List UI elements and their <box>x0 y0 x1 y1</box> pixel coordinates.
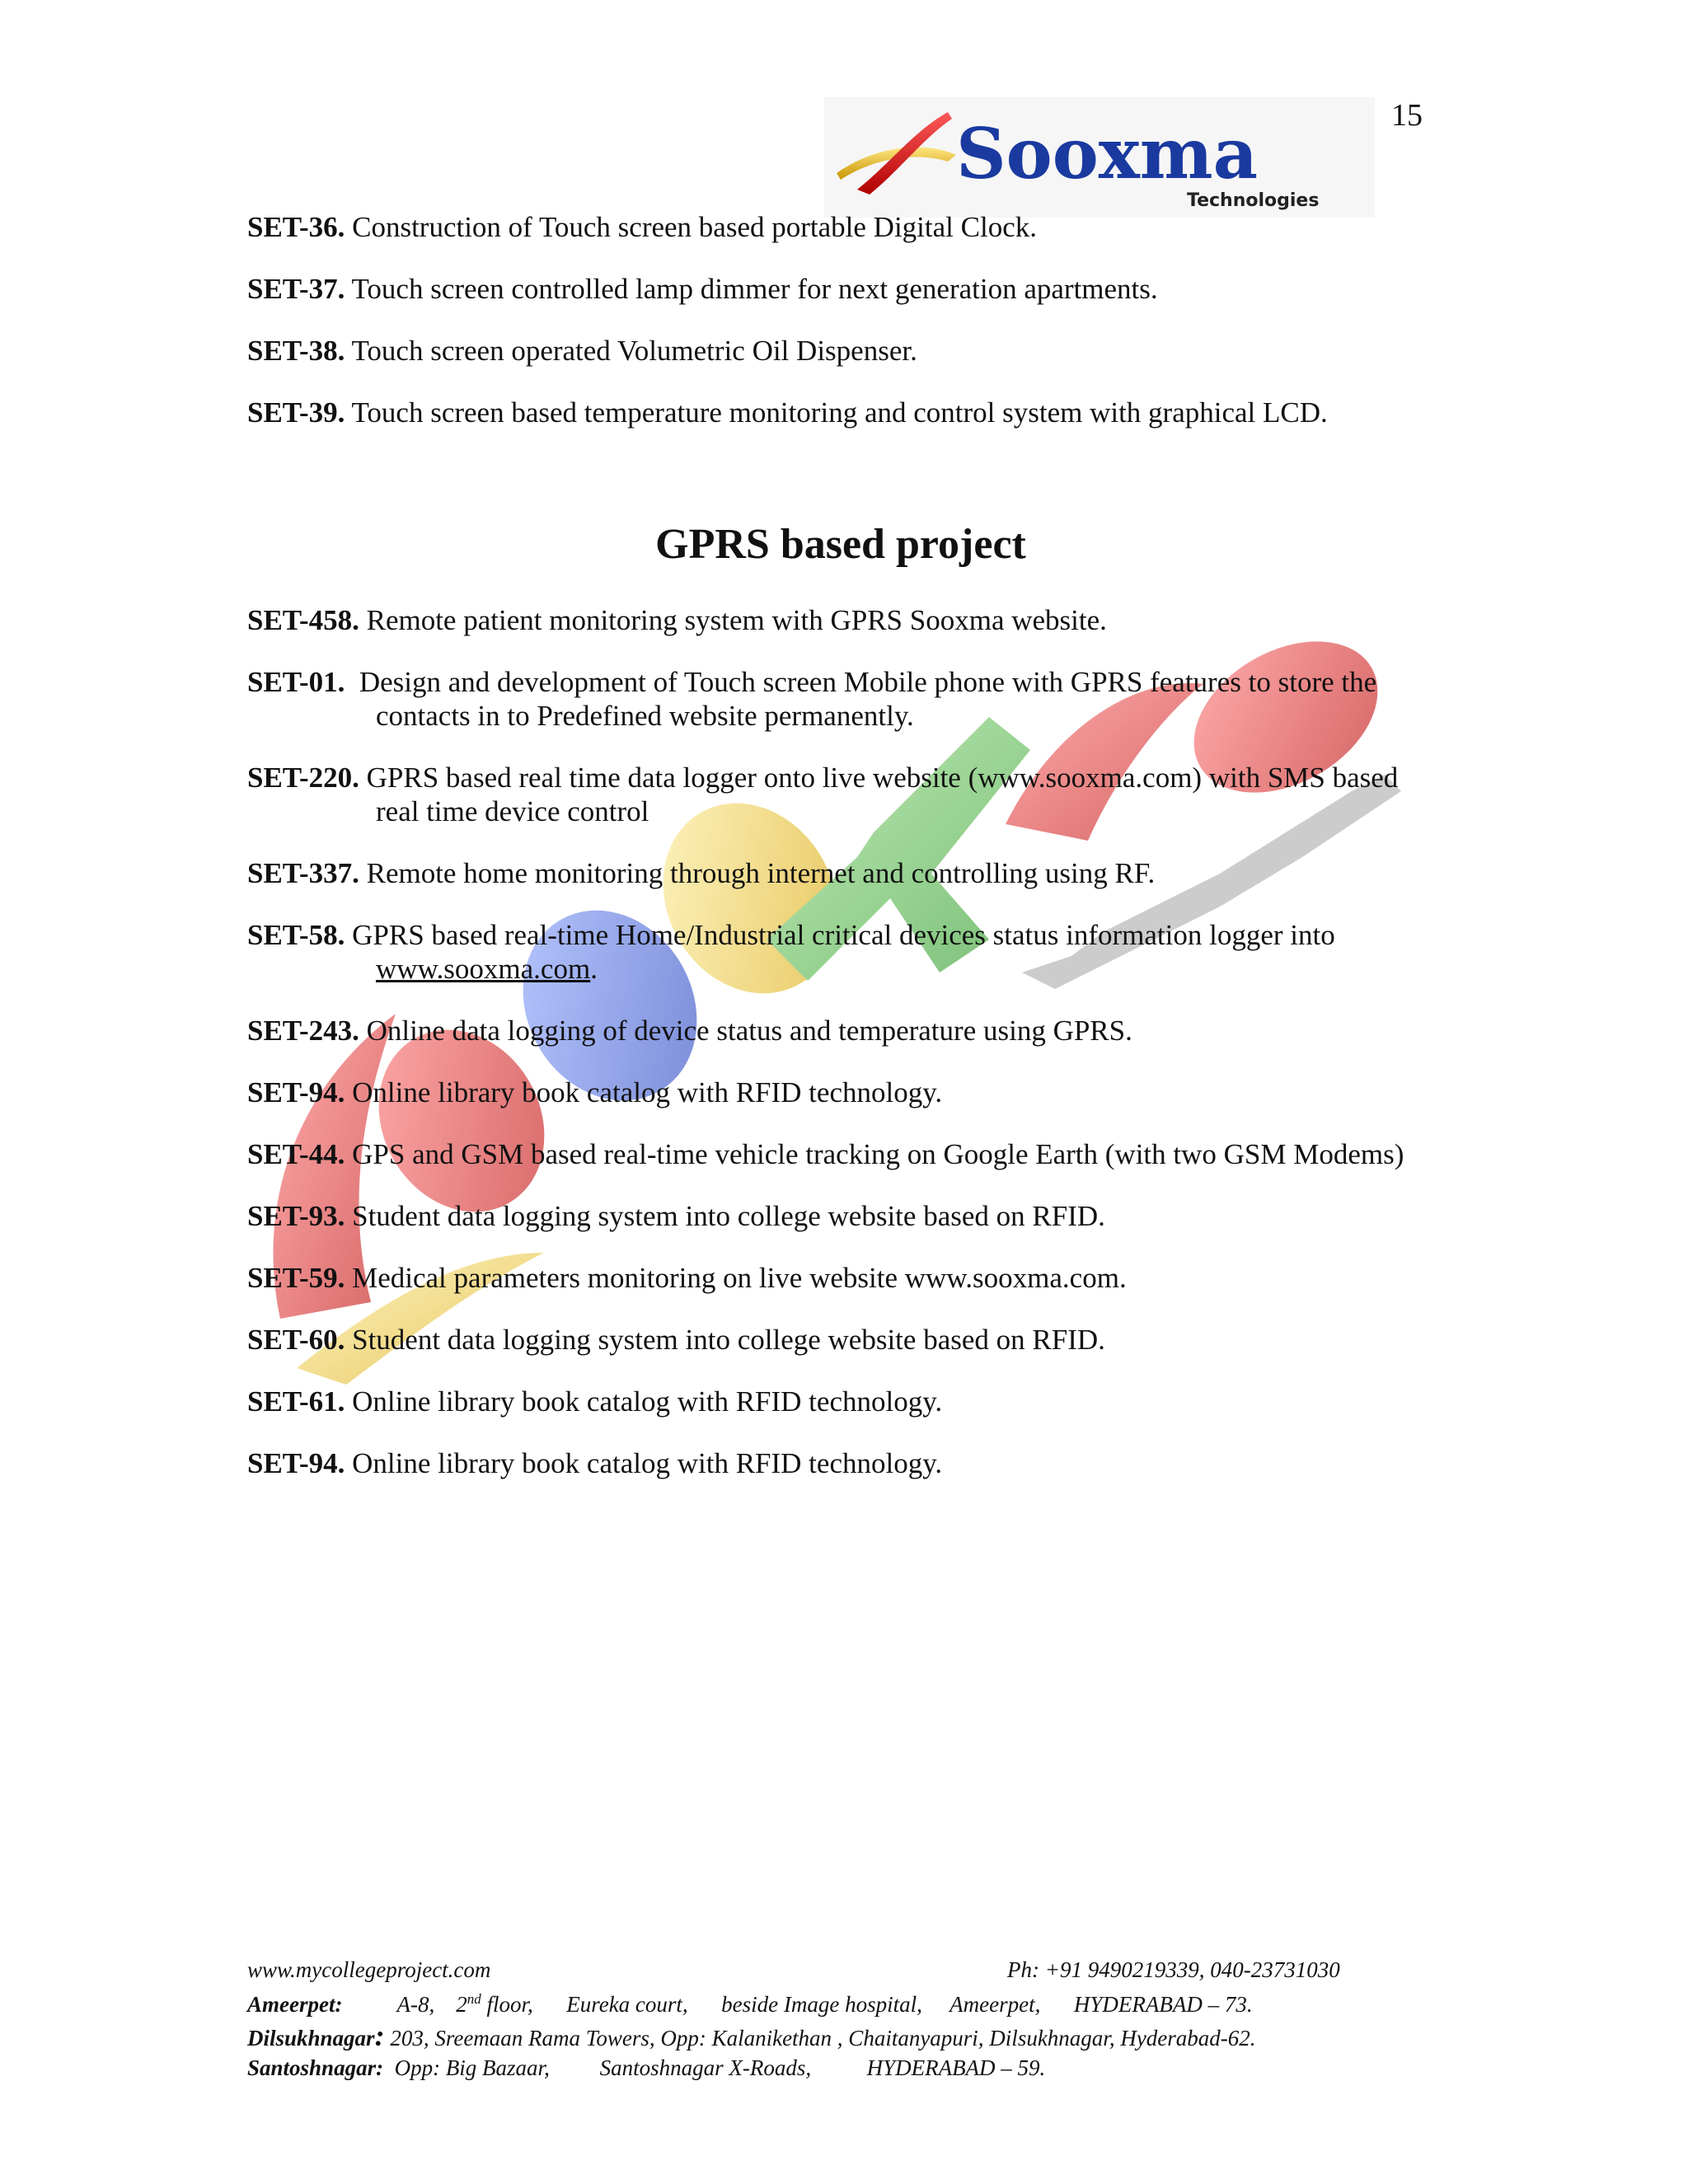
footer-row-ameerpet <box>247 1985 1401 2019</box>
footer <box>247 1955 1401 2083</box>
footer-dilsukhnagar-addr: 203, Sreemaan Rama Towers, Opp: Kalanikethan , Chaitanyapuri, Dilsukhnagar, Hyderabad-62. <box>384 2026 1256 2050</box>
project-description: Student data logging system into college website based on RFID. <box>345 1200 1105 1232</box>
project-description: Construction of Touch screen based portable Digital Clock. <box>345 211 1037 243</box>
project-description: Remote home monitoring through internet and controlling using RF. <box>359 857 1156 889</box>
footer-santoshnagar-label: Santoshnagar: <box>247 2055 384 2080</box>
project-description: Touch screen based temperature monitoring and control system with graphical LCD. <box>345 396 1328 429</box>
project-item <box>247 272 1418 306</box>
trailing-punctuation: . <box>590 953 598 985</box>
project-item <box>247 1323 1418 1357</box>
project-description: Online library book catalog with RFID technology. <box>345 1076 943 1108</box>
project-code: SET-60. <box>247 1324 345 1356</box>
touch-screen-project-list <box>247 210 1418 429</box>
gprs-project-list <box>247 603 1418 1480</box>
project-code: SET-38. <box>247 335 345 367</box>
project-code: SET-58. <box>247 919 345 951</box>
project-item <box>247 1199 1418 1233</box>
footer-ameerpet-addr-b: floor, Eureka court, beside Image hospital, Ameerpet, HYDERABAD – 73. <box>481 1992 1253 2017</box>
footer-website[interactable]: www.mycollegeproject.com <box>247 1957 491 1982</box>
footer-phone: Ph: +91 9490219339, 040-23731030 <box>1007 1957 1340 1982</box>
footer-row-dilsukhnagar <box>247 2021 1401 2053</box>
project-description: Student data logging system into college website based on RFID. <box>345 1324 1105 1356</box>
project-description: Touch screen operated Volumetric Oil Dispenser. <box>345 335 917 367</box>
project-item <box>247 1446 1418 1480</box>
sooxma-logo <box>824 97 1375 218</box>
project-description: Online data logging of device status and temperature using GPRS. <box>359 1015 1132 1047</box>
project-item <box>247 1385 1418 1418</box>
footer-ameerpet-addr-a: A-8, <box>396 1992 435 2017</box>
project-code: SET-220. <box>247 762 359 794</box>
project-description: Touch screen controlled lamp dimmer for next generation apartments. <box>345 273 1158 305</box>
project-code: SET-458. <box>247 604 359 636</box>
project-item <box>247 396 1418 429</box>
footer-row-contact <box>247 1955 1401 1985</box>
project-code: SET-337. <box>247 857 359 889</box>
footer-santoshnagar-addr: Opp: Big Bazaar, Santoshnagar X-Roads, HYDERABAD – 59. <box>383 2055 1046 2080</box>
project-code: SET-94. <box>247 1076 345 1108</box>
project-item <box>247 1261 1418 1295</box>
project-description: Online library book catalog with RFID technology. <box>345 1447 943 1479</box>
footer-ameerpet-floor-sup: nd <box>467 1991 481 2007</box>
project-description: GPRS based real time data logger onto live website (www.sooxma.com) with SMS based real time device control <box>359 762 1406 827</box>
project-code: SET-243. <box>247 1015 359 1047</box>
project-description: Remote patient monitoring system with GPRS Sooxma website. <box>359 604 1107 636</box>
footer-ameerpet-floor: 2 <box>456 1992 467 2017</box>
project-code: SET-93. <box>247 1200 345 1232</box>
project-code: SET-37. <box>247 273 345 305</box>
content <box>247 210 1418 1508</box>
project-item <box>247 918 1418 986</box>
project-description: Design and development of Touch screen Mobile phone with GPRS features to store the contacts in to Predefined website permanently. <box>345 666 1384 732</box>
footer-ameerpet-label: Ameerpet: <box>247 1992 343 2017</box>
project-item <box>247 1076 1418 1109</box>
project-description: GPRS based real-time Home/Industrial critical devices status information logger into <box>345 919 1343 951</box>
logo-sub-text: Technologies <box>1187 190 1320 211</box>
logo-brand-text: Sooxma <box>956 113 1259 194</box>
project-item <box>247 603 1418 637</box>
project-code: SET-36. <box>247 211 345 243</box>
project-code: SET-39. <box>247 396 345 429</box>
project-item <box>247 1014 1418 1047</box>
footer-row-santoshnagar <box>247 2053 1401 2083</box>
project-code: SET-61. <box>247 1385 345 1418</box>
project-item <box>247 210 1418 244</box>
project-code: SET-01. <box>247 666 345 698</box>
project-description: Medical parameters monitoring on live website www.sooxma.com. <box>345 1262 1127 1294</box>
project-description: Online library book catalog with RFID technology. <box>345 1385 943 1418</box>
project-code: SET-44. <box>247 1138 345 1170</box>
project-description: GPS and GSM based real-time vehicle tracking on Google Earth (with two GSM Modems) <box>345 1138 1404 1170</box>
project-item <box>247 1137 1418 1171</box>
project-item <box>247 665 1418 733</box>
footer-dilsukhnagar-colon: : <box>374 2019 385 2052</box>
section-heading: GPRS based project <box>655 521 1026 568</box>
project-item <box>247 856 1418 890</box>
footer-dilsukhnagar-label: Dilsukhnagar <box>247 2026 375 2050</box>
project-code: SET-59. <box>247 1262 345 1294</box>
project-code: SET-94. <box>247 1447 345 1479</box>
project-item <box>247 334 1418 368</box>
project-item <box>247 761 1418 828</box>
website-link[interactable]: www.sooxma.com <box>376 953 591 985</box>
page-number: 15 <box>1391 98 1423 133</box>
